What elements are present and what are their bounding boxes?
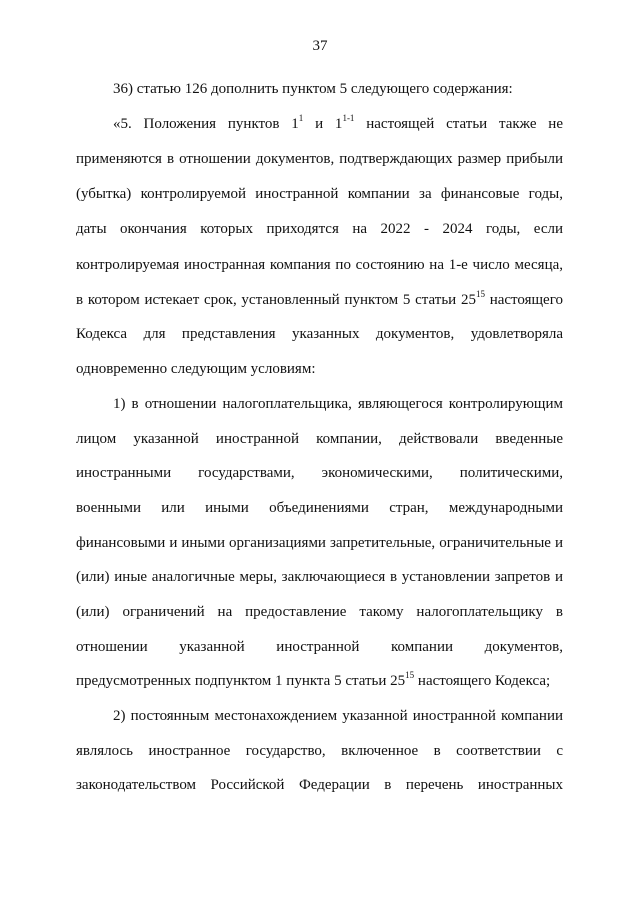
paragraph-line	[76, 534, 563, 552]
text-run: контролируемая иностранная компания по состоянию на 1-е число месяца,	[76, 257, 563, 273]
text-run: иностранными государствами, экономическими, политическими,	[76, 465, 563, 481]
text-run: настоящего Кодекса;	[414, 673, 551, 689]
paragraph-line	[76, 220, 563, 238]
text-run: настоящего	[484, 292, 563, 308]
paragraph-line	[76, 776, 563, 794]
superscript: 15	[405, 670, 415, 680]
paragraph-line	[76, 291, 563, 309]
text-run: «5. Положения пунктов 1	[113, 116, 299, 132]
text-run: предусмотренных подпунктом 1 пункта 5 статьи 25	[76, 673, 406, 689]
text-run: являлось иностранное государство, включенное в соответствии с	[76, 743, 563, 759]
paragraph-line	[76, 499, 563, 517]
text-run: и 1	[303, 116, 343, 132]
paragraph-line	[76, 325, 563, 343]
text-run: 36) статью 126 дополнить пунктом 5 следующего содержания:	[113, 81, 513, 97]
paragraph-line	[76, 360, 563, 378]
paragraph-line	[76, 430, 563, 448]
text-run: настоящей статьи также не	[354, 116, 563, 132]
page-number: 37	[312, 38, 328, 54]
text-run: (убытка) контролируемой иностранной компании за финансовые годы,	[76, 186, 563, 202]
superscript: 1-1	[342, 113, 355, 123]
text-run: (или) ограничений на предоставление такому налогоплательщику в	[76, 604, 563, 620]
superscript: 1	[298, 113, 304, 123]
paragraph-line	[76, 603, 563, 621]
paragraph-line	[113, 395, 563, 413]
paragraph-line	[76, 742, 563, 760]
paragraph-line	[76, 185, 563, 203]
text-run: 2) постоянным местонахождением указанной иностранной компании	[113, 708, 563, 724]
paragraph-line	[76, 256, 563, 274]
paragraph-line	[76, 150, 563, 168]
text-run: одновременно следующим условиям:	[76, 361, 316, 377]
text-run: в котором истекает срок, установленный пунктом 5 статьи 25	[76, 292, 476, 308]
text-run: финансовыми и иными организациями запретительные, ограничительные и	[76, 535, 563, 551]
superscript: 15	[475, 289, 485, 299]
paragraph-line	[76, 568, 563, 586]
text-run: военными или иными объединениями стран, международными	[76, 500, 563, 516]
paragraph-line	[113, 80, 563, 98]
text-run: применяются в отношении документов, подтверждающих размер прибыли	[76, 151, 563, 167]
text-run: 1) в отношении налогоплательщика, являющегося контролирующим	[113, 396, 563, 412]
text-run: Кодекса для представления указанных документов, удовлетворяла	[76, 326, 563, 342]
text-run: даты окончания которых приходятся на 2022 - 2024 годы, если	[76, 221, 563, 237]
paragraph-line	[76, 464, 563, 482]
text-run: отношении указанной иностранной компании документов,	[76, 639, 563, 655]
text-run: (или) иные аналогичные меры, заключающиеся в установлении запретов и	[76, 569, 563, 585]
paragraph-line	[76, 672, 563, 690]
paragraph-line	[113, 707, 563, 725]
paragraph-line	[76, 638, 563, 656]
paragraph-line	[113, 115, 563, 133]
text-run: лицом указанной иностранной компании, действовали введенные	[76, 431, 563, 447]
text-run: законодательством Российской Федерации в перечень иностранных	[76, 777, 563, 793]
